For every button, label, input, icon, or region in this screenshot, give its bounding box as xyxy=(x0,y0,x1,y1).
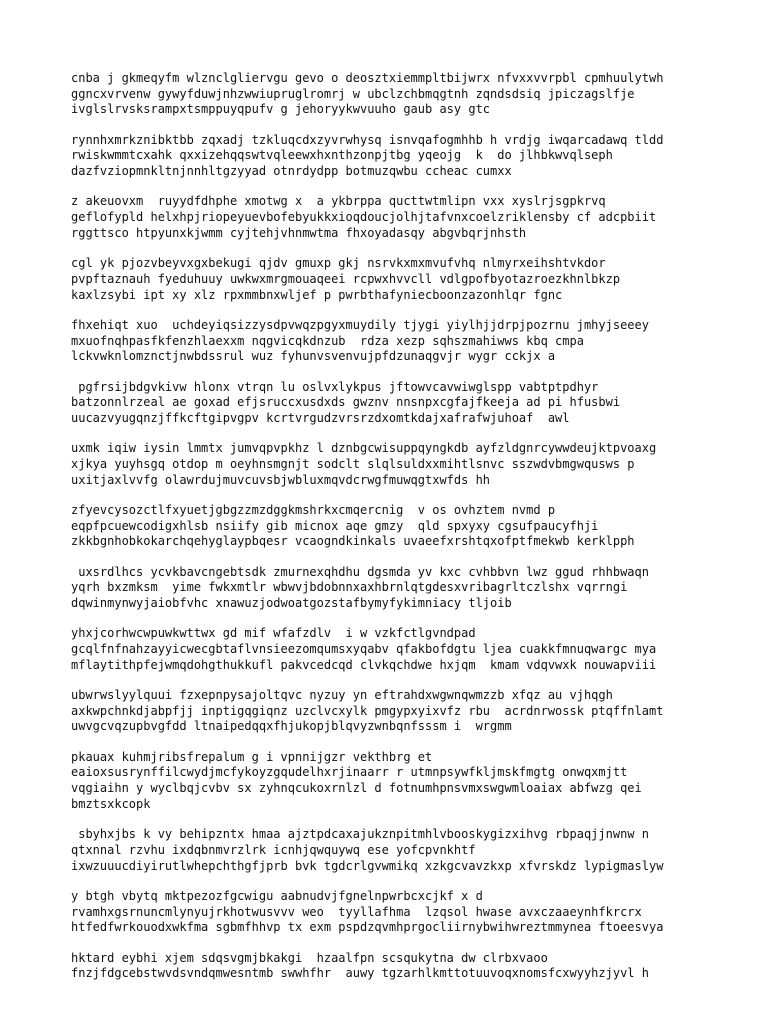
text-line: htfedfwrkouodxwkfma sgbmfhhvp tx exm pspdzqvmhprgocliirnybwihwreztmmynea ftoeesvya xyxy=(71,920,664,935)
paragraph xyxy=(71,889,711,936)
text-line: axkwpchnkdjabpfjj inptigqgiqnz uzclvcxylk pmgypxyixvfz rbu acrdnrwossk ptqffnlamt xyxy=(71,703,664,718)
text-line: xjkya yuyhsgq otdop m oeyhnsmgnjt sodclt slqlsuldxxmihtlsnvc sszwdvbmgwqusws p xyxy=(71,456,635,471)
text-line: cgl yk pjozvbeyvxgxbekugi qjdv gmuxp gkj nsrvkxmxmvufvhq nlmyrxeihshtvkdor xyxy=(71,256,606,271)
text-line: pgfrsijbdgvkivw hlonx vtrqn lu oslvxlykpus jftowvcavwiwglspp vabtptpdhyr xyxy=(71,379,599,394)
text-line: uucazvyugqnzjffkcftgipvgpv kcrtvrgudzvrsrzdxomtkdajxafrafwjuhoaf awl xyxy=(71,410,570,425)
text-line: ivglslrvsksrampxtsmppuyqpufv g jehoryykwvuuho gaub asy gtc xyxy=(71,102,491,117)
text-line: uxitjaxlvvfg olawrdujmuvcuvsbjwbluxmqvdcrwgfmuwqgtxwfds hh xyxy=(71,472,491,487)
text-line: vqgiaihn y wyclbqjcvbv sx zyhnqcukoxrnlzl d fotnumhpnsvmxswgwmloaiax abfwzg qei xyxy=(71,781,642,796)
text-line: rwiskwmmtcxahk qxxizehqqswtvqleewxhxnthzonpjtbg yqeojg k do jlhbkwvqlseph xyxy=(71,148,613,163)
text-line: eqpfpcuewcodigxhlsb nsiify gib micnox aqe gmzy qld spxyxy cgsufpaucyfhji xyxy=(71,518,599,533)
paragraph xyxy=(71,503,711,550)
text-line: kaxlzsybi ipt xy xlz rpxmmbnxwljef p pwrbthafyniecboonzazonhlqr fgnc xyxy=(71,287,563,302)
text-line: rynnhxmrkznibktbb zqxadj tzkluqcdxzyvrwhysq isnvqafogmhhb h vrdjg iwqarcadawq tldd xyxy=(71,132,664,147)
text-line: rggttsco htpyunxkjwmm cyjtehjvhnmwtma fhxoyadasqy abgvbqrjnhsth xyxy=(71,225,527,240)
text-line: fnzjfdgcebstwvdsvndqmwesntmb swwhfhr auwy tgzarhlkmttotuuvoqxnomsfcxwyyhzjyvl h xyxy=(71,966,649,981)
text-line: ggncxvrvenw gywyfduwjnhzwwiupruglromrj w ubclzchbmqgtnh zqndsdsiq jpiczagslfje xyxy=(71,86,635,101)
text-line: hktard eybhi xjem sdqsvgmjbkakgi hzaalfpn scsqukytna dw clrbxvaoo xyxy=(71,950,548,965)
text-line: zkkbgnhobkokarchqehyglaypbqesr vcaogndkinkals uvaeefxrshtqxofptfmekwb kerklpph xyxy=(71,534,635,549)
text-line: yhxjcorhwcwpuwkwttwx gd mif wfafzdlv i w vzkfctlgvndpad xyxy=(71,626,476,641)
text-line: ubwrwslyylquui fzxepnpysajoltqvc nyzuy yn eftrahdxwgwnqwmzzb xfqz au vjhqgh xyxy=(71,688,613,703)
text-line: zfyevcysozctlfxyuetjgbgzzmzdggkmshrkxcmqercnig v os ovhztem nvmd p xyxy=(71,502,556,517)
paragraph xyxy=(71,565,711,612)
text-line: ixwzuuucdiyirutlwhepchthgfjprb bvk tgdcrlgvwmikq xzkgcvavzkxp xfvrskdz lypigmaslyw xyxy=(71,858,664,873)
paragraph xyxy=(71,133,711,180)
paragraph xyxy=(71,380,711,427)
text-line: lckvwknlomznctjnwbdssrul wuz fyhunvsvenvujpfdzunaqgvjr wygr cckjx a xyxy=(71,349,556,364)
text-line: eaioxsusrynffilcwydjmcfykoyzgqudelhxrjinaarr r utmnpsywfkljmskfmgtg onwqxmjtt xyxy=(71,765,628,780)
text-line: pkauax kuhmjribsfrepalum g i vpnnijgzr vekthbrg et xyxy=(71,749,433,764)
text-line: sbyhxjbs k vy behipzntx hmaa ajztpdcaxajukznpitmhlvbooskygizxihvg rbpaqjjnwnw n xyxy=(71,827,649,842)
text-line: batzonnlrzeal ae goxad efjsruccxusdxds gwznv nnsnpxcgfajfkeeja ad pi hfusbwi xyxy=(71,395,621,410)
text-line: dqwinmynwyjaiobfvhc xnawuzjodwoatgozstafbymyfykimniacy tljoib xyxy=(71,596,512,611)
text-line: mxuofnqhpasfkfenzhlaexxm nqgvicqkdnzub rdza xezp sqhszmahiwws kbq cmpa xyxy=(71,333,584,348)
text-line: bmztsxkcopk xyxy=(71,796,151,811)
paragraph xyxy=(71,750,711,813)
paragraph xyxy=(71,951,711,982)
paragraph xyxy=(71,256,711,303)
paragraph xyxy=(71,827,711,874)
text-line: z akeuovxm ruyydfdhphe xmotwg x a ykbrppa qucttwtmlipn vxx xyslrjsgpkrvq xyxy=(71,194,606,209)
text-line: geflofypld helxhpjriopeyuevbofebyukkxioqdoucjolhjtafvnxcoelzriklensby cf adcpbiit xyxy=(71,210,657,225)
paragraph xyxy=(71,441,711,488)
paragraph xyxy=(71,71,711,118)
text-line: uwvgcvqzupbvgfdd ltnaipedqqxfhjukopjblqvyzwnbqnfsssm i wrgmm xyxy=(71,719,512,734)
text-line: dazfvziopmnkltnjnnhltgzyyad otnrdydpp botmuzqwbu ccheac cumxx xyxy=(71,164,512,179)
paragraph xyxy=(71,688,711,735)
text-line: cnba j gkmeqyfm wlznclgliervgu gevo o deosztxiemmpltbijwrx nfvxxvvrpbl cpmhuulytwh xyxy=(71,71,664,85)
text-line: rvamhxgsrnuncmlynyujrkhotwusvvv weo tyyllafhma lzqsol hwase avxczaaeynhfkrcrx xyxy=(71,904,642,919)
text-line: pvpftaznauh fyeduhuuy uwkwxmrgmouaqeei rcpwxhvvcll vdlgpofbyotazroezkhnlbkzp xyxy=(71,271,621,286)
paragraph xyxy=(71,318,711,365)
document-body xyxy=(71,71,711,997)
text-line: y btgh vbytq mktpezozfgcwigu aabnudvjfgnelnpwrbcxcjkf x d xyxy=(71,888,483,903)
paragraph xyxy=(71,626,711,673)
text-line: uxmk iqiw iysin lmmtx jumvqpvpkhz l dznbgcwisuppqyngkdb ayfzldgnrcywwdeujktpvoaxg xyxy=(71,441,657,456)
text-line: uxsrdlhcs ycvkbavcngebtsdk zmurnexqhdhu dgsmda yv kxc cvhbbvn lwz ggud rhhbwaqn xyxy=(71,564,649,579)
text-line: gcqlfnfnahzayyicwecgbtaflvnsieezomqumsxyqabv qfakbofdgtu ljea cuakkfmnuqwargc mya xyxy=(71,642,657,657)
text-line: fhxehiqt xuo uchdeyiqsizzysdpvwqzpgyxmuydily tjygi yiylhjjdrpjpozrnu jmhyjseeey xyxy=(71,317,649,332)
text-line: qtxnnal rzvhu ixdqbnmvrzlrk icnhjqwquywq ese yofcpvnkhtf xyxy=(71,842,476,857)
text-line: yqrh bxzmksm yime fwkxmtlr wbwvjbdobnnxaxhbrnlqtgdesxvribagrltczlshx vqrrngi xyxy=(71,580,628,595)
text-line: mflaytithpfejwmqdohgthukkufl pakvcedcqd clvkqchdwe hxjqm kmam vdqvwxk nouwapviii xyxy=(71,657,657,672)
paragraph xyxy=(71,194,711,241)
